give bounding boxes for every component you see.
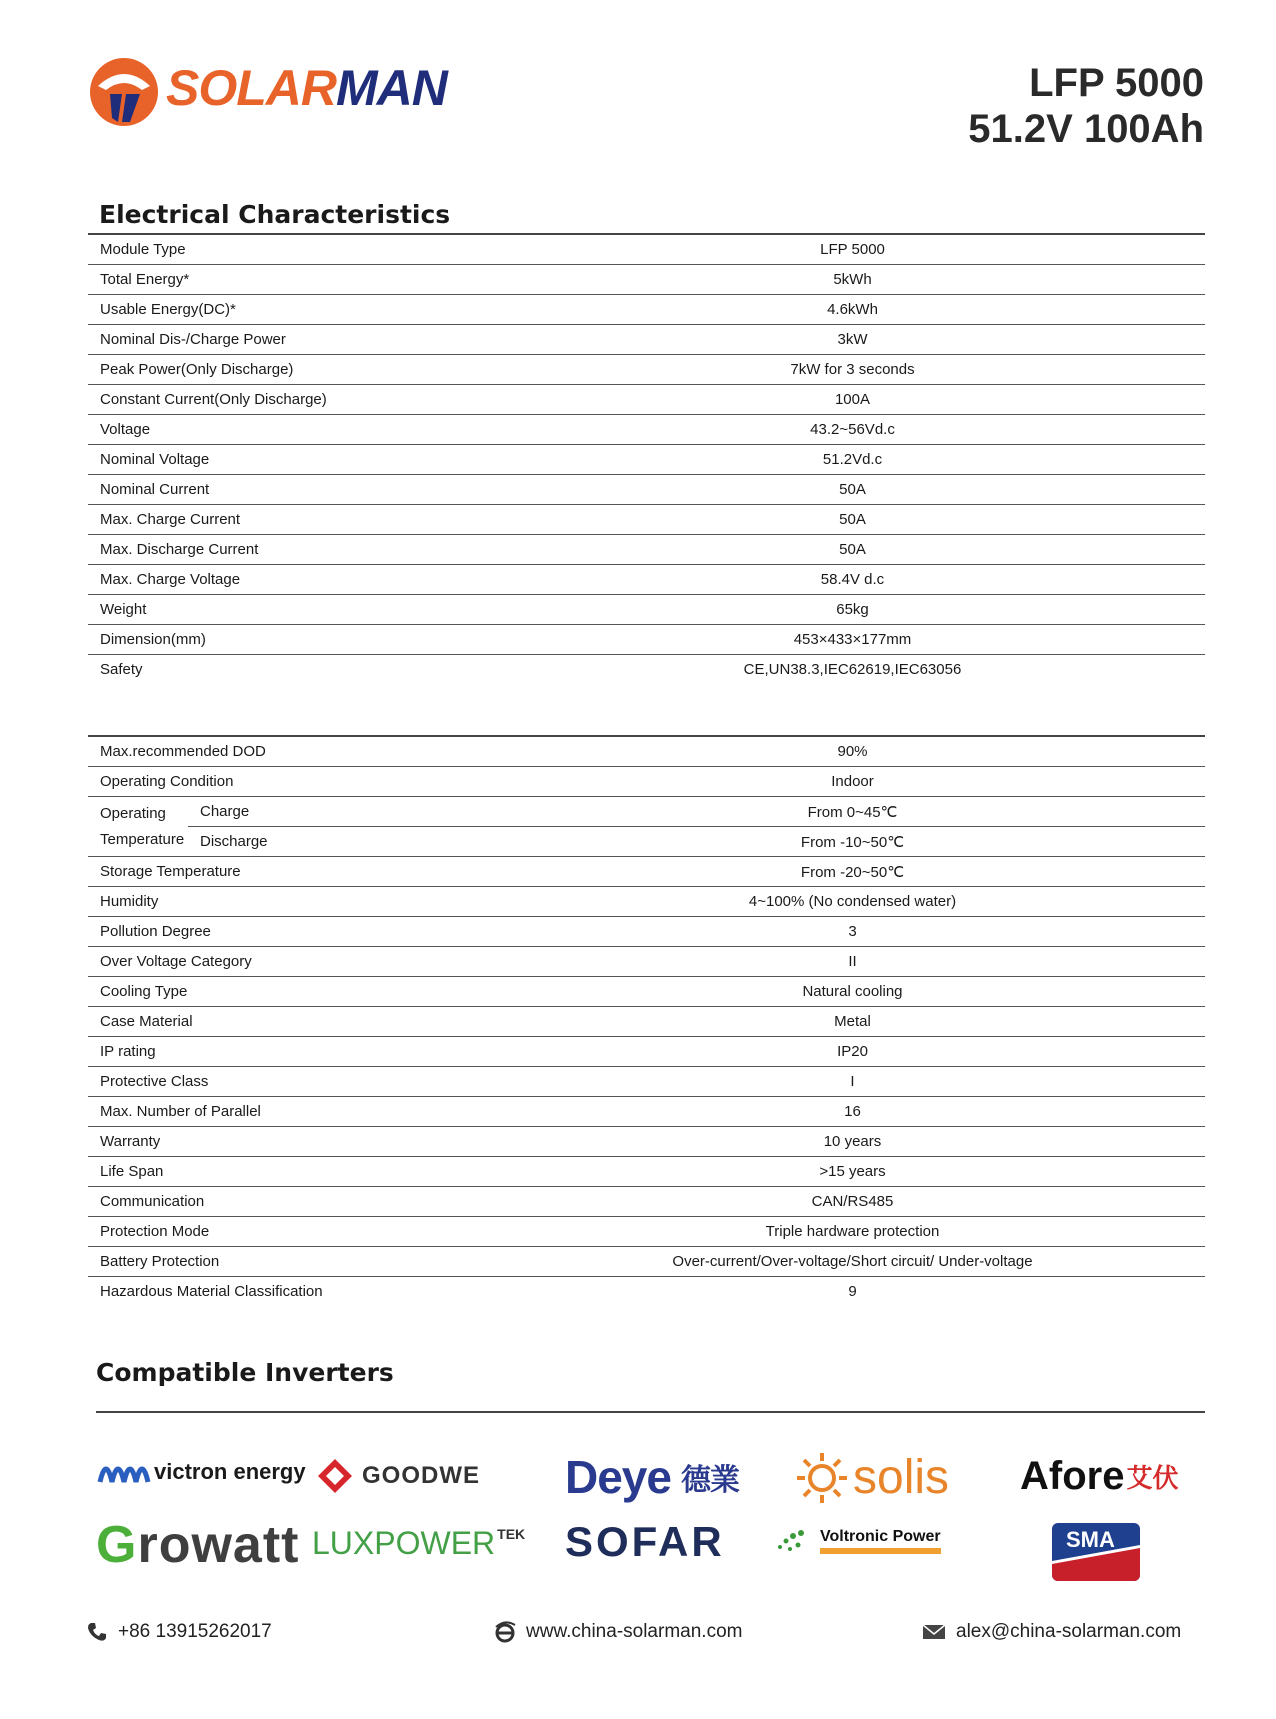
victron-waves-icon (96, 1452, 154, 1492)
growatt-logo (96, 1515, 299, 1575)
row-label: Peak Power(Only Discharge) (88, 355, 500, 385)
footer-website[interactable] (494, 1621, 742, 1643)
row-value: CE,UN38.3,IEC62619,IEC63056 (743, 661, 962, 678)
section-title-inverters: Compatible Inverters (96, 1358, 394, 1387)
table-row (88, 265, 1205, 295)
table-row (88, 797, 1205, 827)
row-value: 4.6kWh (500, 295, 1205, 325)
deye-logo (565, 1450, 739, 1504)
row-label: Safety (100, 661, 143, 678)
browser-icon (494, 1621, 516, 1643)
row-value: Metal (500, 1007, 1205, 1037)
voltronic-dots-icon (776, 1527, 816, 1555)
email-text: alex@china-solarman.com (956, 1621, 1182, 1642)
row-value: 100A (500, 385, 1205, 415)
footer-phone[interactable] (86, 1621, 272, 1643)
row-value: 5kWh (500, 265, 1205, 295)
row-value: 3 (500, 917, 1205, 947)
voltronic-logo (776, 1527, 941, 1555)
table-row (88, 234, 1205, 265)
deye-text: Deye (565, 1451, 671, 1503)
goodwe-text: GOODWE (362, 1462, 480, 1489)
table-row (88, 535, 1205, 565)
row-value: II (500, 947, 1205, 977)
voltronic-text: Voltronic Power (820, 1528, 941, 1554)
table-row (88, 1217, 1205, 1247)
row-value: Indoor (500, 767, 1205, 797)
table-row (88, 505, 1205, 535)
row-label: Max. Charge Current (88, 505, 500, 535)
mail-icon (922, 1623, 946, 1641)
row-value: 453×433×177mm (500, 625, 1205, 655)
table-row (88, 595, 1205, 625)
row-value: Triple hardware protection (500, 1217, 1205, 1247)
growatt-text: rowatt (137, 1516, 300, 1574)
row-value: 90% (500, 736, 1205, 767)
discharge-value: From -10~50℃ (500, 827, 1205, 857)
solis-logo (795, 1450, 949, 1505)
table-row (88, 1067, 1205, 1097)
op-temp-line2: Temperature (100, 830, 185, 848)
row-label: Max. Charge Voltage (88, 565, 500, 595)
row-label: Storage Temperature (88, 857, 500, 887)
row-label: Max. Discharge Current (88, 535, 500, 565)
luxpower-text: LUXPOWER (312, 1525, 496, 1561)
row-label: Module Type (88, 234, 500, 265)
solarman-logo (88, 52, 448, 128)
row-label: Cooling Type (88, 977, 500, 1007)
table-row (88, 385, 1205, 415)
row-value: 7kW for 3 seconds (500, 355, 1205, 385)
row-label: Over Voltage Category (88, 947, 500, 977)
table-row (88, 295, 1205, 325)
victron-logo (96, 1452, 306, 1492)
sofar-logo (565, 1518, 725, 1566)
row-label: Nominal Dis-/Charge Power (88, 325, 500, 355)
table-row (88, 1007, 1205, 1037)
table-row (88, 947, 1205, 977)
row-label: Constant Current(Only Discharge) (88, 385, 500, 415)
row-label: Hazardous Material Classification (100, 1283, 323, 1300)
row-value: 4~100% (No condensed water) (500, 887, 1205, 917)
solis-text: solis (853, 1451, 950, 1504)
row-value: From -20~50℃ (500, 857, 1205, 887)
row-value: >15 years (500, 1157, 1205, 1187)
table-row (88, 1037, 1205, 1067)
row-value: 50A (500, 475, 1205, 505)
table-row (88, 887, 1205, 917)
row-value: 50A (500, 535, 1205, 565)
table-row (88, 1157, 1205, 1187)
row-value: 43.2~56Vd.c (500, 415, 1205, 445)
row-label: Voltage (88, 415, 500, 445)
row-label: Battery Protection (88, 1247, 500, 1277)
table-row (88, 625, 1205, 655)
luxpower-logo (312, 1525, 525, 1562)
row-value: 9 (848, 1283, 857, 1300)
row-value: LFP 5000 (500, 234, 1205, 265)
table-row (88, 475, 1205, 505)
operating-temperature-label (88, 797, 188, 857)
row-label: Protective Class (88, 1067, 500, 1097)
table-row (88, 445, 1205, 475)
row-label: Weight (88, 595, 500, 625)
row-label: Nominal Current (88, 475, 500, 505)
table-row (88, 857, 1205, 887)
table-row (88, 1187, 1205, 1217)
row-label: Operating Condition (88, 767, 500, 797)
goodwe-diamond-icon (316, 1457, 354, 1495)
row-value: IP20 (500, 1037, 1205, 1067)
website-text: www.china-solarman.com (526, 1621, 743, 1642)
general-table (88, 735, 1205, 1306)
table-row (88, 767, 1205, 797)
row-label: Total Energy* (88, 265, 500, 295)
solarman-emblem-icon (88, 56, 160, 128)
charge-label: Charge (188, 797, 500, 827)
row-label: Max.recommended DOD (88, 736, 500, 767)
row-value: 16 (500, 1097, 1205, 1127)
divider (96, 1411, 1205, 1413)
table-row (88, 1097, 1205, 1127)
solis-sun-icon (795, 1451, 849, 1505)
row-value: 51.2Vd.c (500, 445, 1205, 475)
row-label: Warranty (88, 1127, 500, 1157)
row-label: Communication (88, 1187, 500, 1217)
table-row (88, 415, 1205, 445)
model-spec: 51.2V 100Ah (968, 107, 1204, 151)
charge-value: From 0~45℃ (500, 797, 1205, 827)
growatt-g-letter: G (96, 1516, 138, 1574)
table-row (88, 977, 1205, 1007)
luxpower-tek-text: TEK (497, 1525, 526, 1542)
deye-chinese-text: 德業 (680, 1463, 739, 1498)
electrical-table (88, 233, 1205, 684)
row-value: Over-current/Over-voltage/Short circuit/ Under-voltage (500, 1247, 1205, 1277)
table-row (88, 1277, 1205, 1307)
table-row (88, 355, 1205, 385)
table-row (88, 1127, 1205, 1157)
row-label: Humidity (88, 887, 500, 917)
row-value: 58.4V d.c (500, 565, 1205, 595)
table-row (88, 917, 1205, 947)
row-label: Dimension(mm) (88, 625, 500, 655)
table-row (88, 1247, 1205, 1277)
table-row (88, 655, 1205, 685)
discharge-label: Discharge (188, 827, 500, 857)
afore-logo (1020, 1454, 1178, 1499)
row-value: 10 years (500, 1127, 1205, 1157)
row-value: CAN/RS485 (500, 1187, 1205, 1217)
sma-text: SMA (1066, 1527, 1115, 1552)
row-label: Protection Mode (88, 1217, 500, 1247)
victron-text: victron energy (154, 1459, 306, 1484)
afore-chinese-text: 艾伏 (1126, 1463, 1179, 1493)
section-title-electrical: Electrical Characteristics (99, 200, 451, 229)
table-row (88, 736, 1205, 767)
solarman-wordmark: SOLARMAN (166, 60, 447, 116)
row-value: I (500, 1067, 1205, 1097)
row-value: 3kW (500, 325, 1205, 355)
table-row (88, 827, 1205, 857)
phone-icon (86, 1621, 108, 1643)
row-label: Pollution Degree (88, 917, 500, 947)
footer-email[interactable] (922, 1621, 1181, 1643)
phone-text: +86 13915262017 (118, 1621, 272, 1642)
afore-text: Afore (1020, 1454, 1125, 1498)
row-value: 50A (500, 505, 1205, 535)
row-label: IP rating (88, 1037, 500, 1067)
row-value: Natural cooling (500, 977, 1205, 1007)
goodwe-logo (316, 1457, 480, 1495)
row-label: Case Material (88, 1007, 500, 1037)
op-temp-line1: Operating (100, 804, 166, 822)
product-model (968, 60, 1204, 152)
row-label: Nominal Voltage (88, 445, 500, 475)
row-value: 65kg (500, 595, 1205, 625)
sma-logo (1052, 1523, 1140, 1581)
model-name: LFP 5000 (1029, 61, 1204, 105)
row-label: Max. Number of Parallel (88, 1097, 500, 1127)
table-row (88, 565, 1205, 595)
row-label: Life Span (88, 1157, 500, 1187)
row-label: Usable Energy(DC)* (88, 295, 500, 325)
sofar-text: SOFAR (565, 1518, 725, 1565)
table-row (88, 325, 1205, 355)
